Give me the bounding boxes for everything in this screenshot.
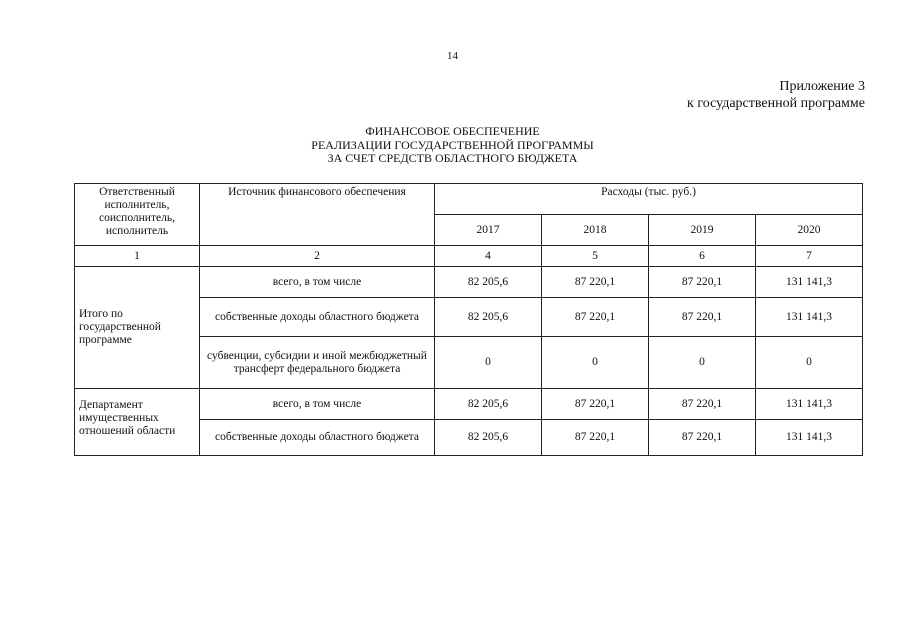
header-executor: Ответственный исполнитель, соисполнитель, исполнитель (75, 184, 200, 246)
value-cell: 0 (756, 337, 863, 389)
source-cell: собственные доходы областного бюджета (200, 420, 435, 456)
header-year: 2020 (756, 215, 863, 246)
executor-cell: Департамент имущественных отношений области (75, 389, 200, 456)
column-number: 4 (435, 246, 542, 267)
table-row (75, 267, 863, 298)
header-source: Источник финансового обеспечения (200, 184, 435, 246)
title-line-1: ФИНАНСОВОЕ ОБЕСПЕЧЕНИЕ (365, 124, 540, 138)
value-cell: 87 220,1 (542, 420, 649, 456)
page-number: 14 (447, 50, 458, 62)
column-number: 5 (542, 246, 649, 267)
title-line-2: РЕАЛИЗАЦИИ ГОСУДАРСТВЕННОЙ ПРОГРАММЫ (311, 137, 594, 152)
value-cell: 82 205,6 (435, 389, 542, 420)
value-cell: 131 141,3 (756, 389, 863, 420)
value-cell: 131 141,3 (756, 298, 863, 337)
header-year: 2019 (649, 215, 756, 246)
value-cell: 87 220,1 (542, 389, 649, 420)
source-cell: субвенции, субсидии и иной межбюджетный трансферт федерального бюджета (200, 337, 435, 389)
column-number: 6 (649, 246, 756, 267)
header-year: 2018 (542, 215, 649, 246)
value-cell: 0 (649, 337, 756, 389)
value-cell: 87 220,1 (542, 298, 649, 337)
value-cell: 82 205,6 (435, 420, 542, 456)
source-cell: всего, в том числе (200, 267, 435, 298)
value-cell: 82 205,6 (435, 267, 542, 298)
source-cell: собственные доходы областного бюджета (200, 298, 435, 337)
value-cell: 82 205,6 (435, 298, 542, 337)
header-year: 2017 (435, 215, 542, 246)
header-expenses: Расходы (тыс. руб.) (435, 184, 863, 215)
appendix-line-2: к государственной программе (687, 96, 865, 111)
value-cell: 131 141,3 (756, 420, 863, 456)
table-row (75, 389, 863, 420)
source-cell: всего, в том числе (200, 389, 435, 420)
value-cell: 87 220,1 (649, 298, 756, 337)
financing-table (74, 183, 863, 456)
appendix-note (687, 78, 865, 112)
value-cell: 0 (542, 337, 649, 389)
value-cell: 0 (435, 337, 542, 389)
title-line-3: ЗА СЧЕТ СРЕДСТВ ОБЛАСТНОГО БЮДЖЕТА (327, 151, 578, 165)
column-number: 1 (75, 246, 200, 267)
value-cell: 87 220,1 (542, 267, 649, 298)
document-title (0, 125, 905, 166)
value-cell: 87 220,1 (649, 420, 756, 456)
executor-cell: Итого по государственной программе (75, 267, 200, 389)
column-number: 2 (200, 246, 435, 267)
value-cell: 87 220,1 (649, 267, 756, 298)
column-number-row (75, 246, 863, 267)
column-number: 7 (756, 246, 863, 267)
value-cell: 131 141,3 (756, 267, 863, 298)
appendix-line-1: Приложение 3 (779, 79, 865, 94)
value-cell: 87 220,1 (649, 389, 756, 420)
